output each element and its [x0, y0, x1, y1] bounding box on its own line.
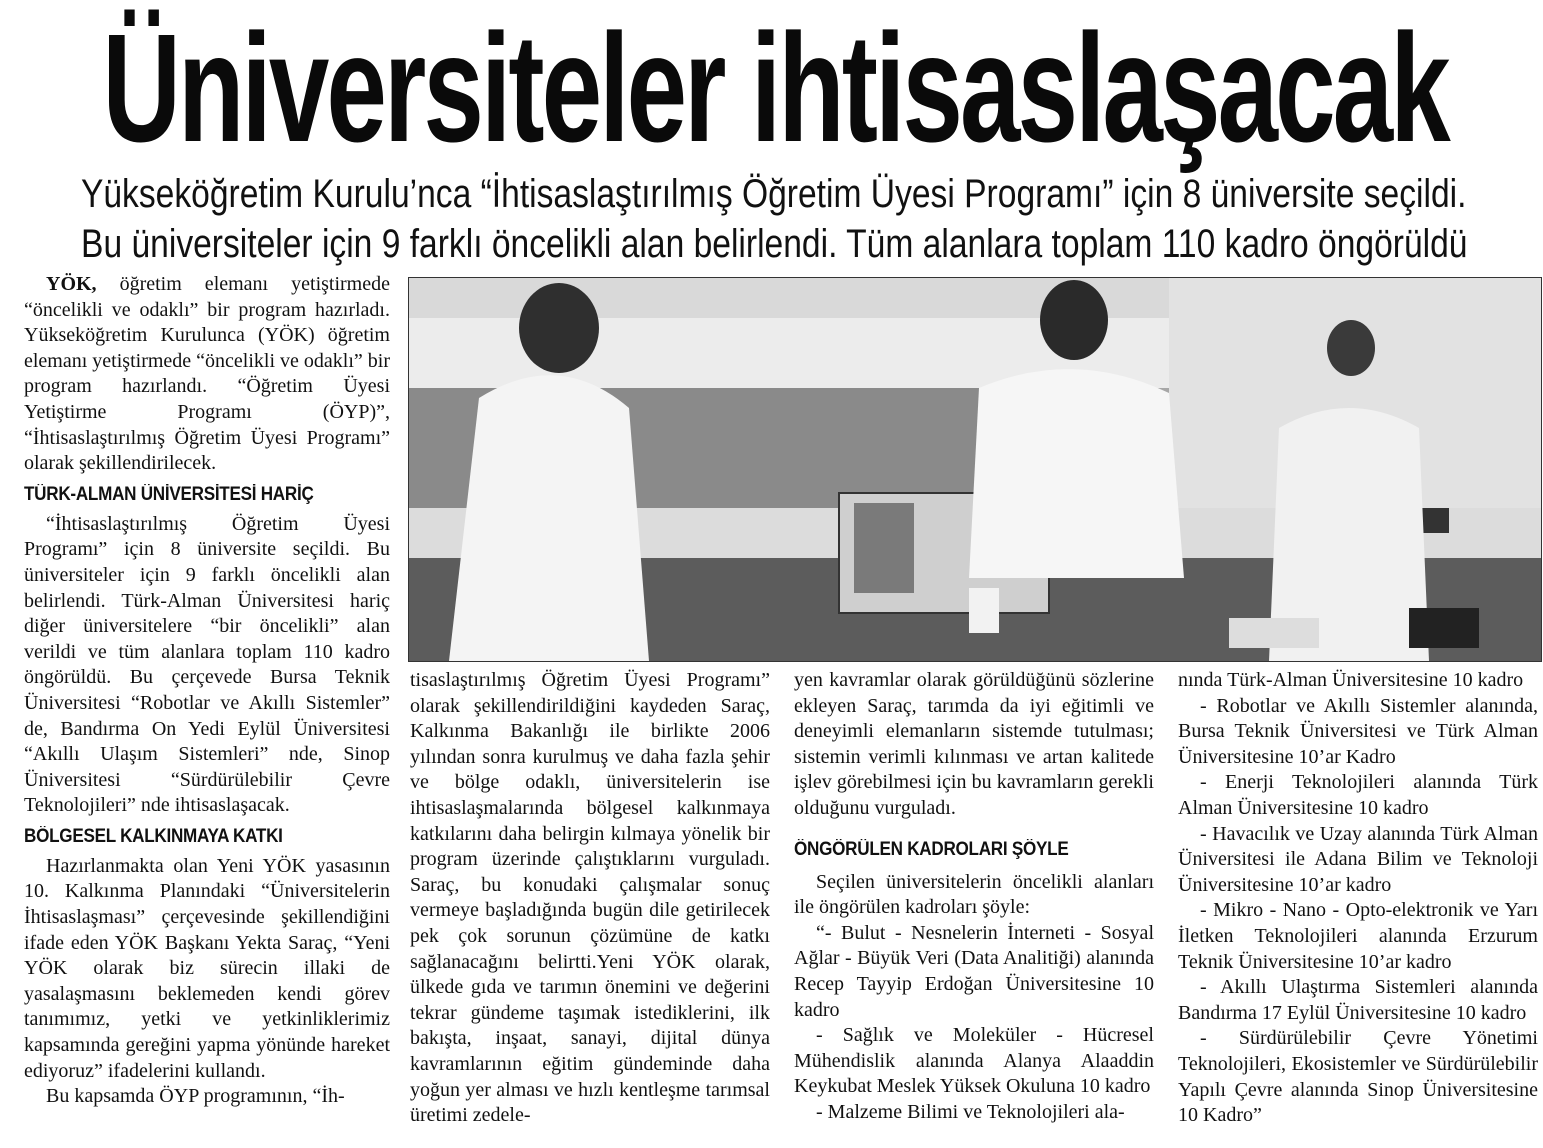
paragraph: tisaslaştırılmış Öğretim Üyesi Programı” olarak şekillendirildiğini kaydeden Saraç, Kalkınma Bakanlığı ile birlikte 2006 yılından sonra kurulmuş ve daha fazla şehir ve bölge odaklı, üniversitelerin ise ihtisaslaşmalarında bölgesel kalkınmaya katkılarını daha belirgin kılmaya yönelik bir program üzerinde çalıştıklarını vurguladı. Saraç, bu konudaki çalışmalar sonuç vermeye başladığında bugün dile getirilecek pek çok sorunun çözümüne de katkı sağlanacağını belirtti.Yeni YÖK olarak, ülkede gıda ve tarımın önemini ve değerini tekrar gündeme taşımak istediklerini, ilk bakışta, inşaat, sanayi, dijital dünya kavramlarının eğitim gündeminde daha yoğun yer alması ve hızlı kentleşme tarımsal üretimi zedele-	[410, 669, 770, 1127]
article-column-3	[794, 668, 1154, 1126]
subhead-line-2: Bu üniversiteler için 9 farklı öncelikli alan belirlendi. Tüm alanlara toplam 110 kadro öngörüldü	[80, 222, 1468, 266]
paragraph: yen kavramlar olarak görüldüğünü sözlerine ekleyen Saraç, tarımda da iyi eğitimli ve deneyimli elemanların sistemde tutulması; sistemin verimli kılınması ve artan kalitede işlev görebilmesi için bu kavramların gerekli olduğunu vurguladı.	[794, 669, 1154, 819]
paragraph: - Robotlar ve Akıllı Sistemler alanında, Bursa Teknik Üniversitesi ve Türk Alman Üniversitesine 10’ar Kadro	[1178, 694, 1538, 768]
subhead-line-1: Yükseköğretim Kurulu’nca “İhtisaslaştırılmış Öğretim Üyesi Programı” için 8 üniversite seçildi.	[81, 172, 1467, 216]
section-heading: BÖLGESEL KALKINMAYA KATKI	[24, 825, 283, 847]
paragraph: “İhtisaslaştırılmış Öğretim Üyesi Programı” için 8 üniversite seçildi. Bu üniversiteler için 9 farklı öncelikli alan belirlendi. Türk-Alman Üniversitesi hariç diğer üniversitelere “bir öncelikli” alan verildi ve tüm alanlara toplam 110 kadro öngörüldü. Bu çerçevede Bursa Teknik Üniversitesi “Robotlar ve Akıllı Sistemler” de, Bandırma On Yedi Eylül Üniversitesi “Akıllı Ulaşım Sistemleri” nde, Sinop Üniversitesi “Sürdürülebilir Çevre Teknolojileri” nde ihtisaslaşacak.	[24, 512, 390, 817]
paragraph: - Malzeme Bilimi ve Teknolojileri ala-	[816, 1100, 1125, 1123]
paragraph: Hazırlanmakta olan Yeni YÖK yasasının 10. Kalkınma Planındaki “Üniversitelerin İhtisaslaşması” çerçevesinde şekillendiğini ifade eden YÖK Başkanı Yekta Saraç, “Yeni YÖK olarak biz sürecin illaki de yasalaşmasını beklemeden kendi görev tanımımız, yetki ve yetkinliklerimiz kapsamında gereğini yapma yönünde hareket ediyoruz” ifadelerini kullandı.	[24, 854, 390, 1082]
section-heading: ÖNGÖRÜLEN KADROLARI ŞÖYLE	[794, 838, 1069, 860]
paragraph: - Akıllı Ulaştırma Sistemleri alanında Bandırma 17 Eylül Üniversitesine 10 kadro	[1178, 976, 1538, 1024]
paragraph: Bu kapsamda ÖYP programının, “İh-	[46, 1085, 345, 1108]
paragraph	[24, 272, 390, 477]
article-column-4	[1178, 668, 1538, 1129]
paragraph: - Enerji Teknolojileri alanında Türk Alman Üniversitesine 10 kadro	[1178, 771, 1538, 819]
paragraph-text: öğretim elemanı yetiştirmede “öncelikli ve odaklı” bir program hazırladı. Yükseköğretim Kurulunca (YÖK) öğretim elemanı yetiştirmede “öncelikli ve odaklı” bir program hazırlandı. “Öğretim Üyesi Yetiştirme Programı (ÖYP)”, “İhtisaslaştırılmış Öğretim Üyesi Programı” olarak şekillendirilecek.	[24, 273, 390, 475]
paragraph: - Sağlık ve Moleküler - Hücresel Mühendislik alanında Alanya Alaaddin Keykubat Meslek Yüksek Okuluna 10 kadro	[794, 1024, 1154, 1098]
article-column-2	[410, 668, 770, 1129]
paragraph: - Havacılık ve Uzay alanında Türk Alman Üniversitesi ile Adana Bilim ve Teknoloji Üniversitesine 10’ar kadro	[1178, 822, 1538, 896]
subhead-line-1-box	[18, 170, 1530, 218]
paragraph: “- Bulut - Nesnelerin İnterneti - Sosyal Ağlar - Büyük Veri (Data Analitiği) alanında Recep Tayyip Erdoğan Üniversitesine 10 kadro	[794, 921, 1154, 1021]
headline: Üniversiteler ihtisaslaşacak	[102, 2, 1448, 174]
paragraph: Seçilen üniversitelerin öncelikli alanları ile öngörülen kadroları şöyle:	[794, 870, 1154, 919]
paragraph: nında Türk-Alman Üniversitesine 10 kadro	[1178, 669, 1524, 691]
section-heading: TÜRK-ALMAN ÜNİVERSİTESİ HARİÇ	[24, 483, 314, 505]
headline-box	[20, 2, 1530, 174]
article-column-1	[24, 272, 390, 1110]
lab-photo-illustration	[409, 278, 1541, 661]
subhead-line-2-box	[18, 220, 1530, 268]
paragraph: - Sürdürülebilir Çevre Yönetimi Teknolojileri, Ekosistemler ve Sürdürülebilir Yapılı Çevre alanında Sinop Üniversitesine 10 Kadro”	[1178, 1027, 1538, 1127]
lead-word: YÖK,	[46, 273, 97, 295]
lab-photo	[408, 277, 1542, 662]
paragraph: - Mikro - Nano - Opto-elektronik ve Yarı İletken Teknolojileri alanında Erzurum Teknik Üniversitesine 10’ar kadro	[1178, 899, 1538, 973]
